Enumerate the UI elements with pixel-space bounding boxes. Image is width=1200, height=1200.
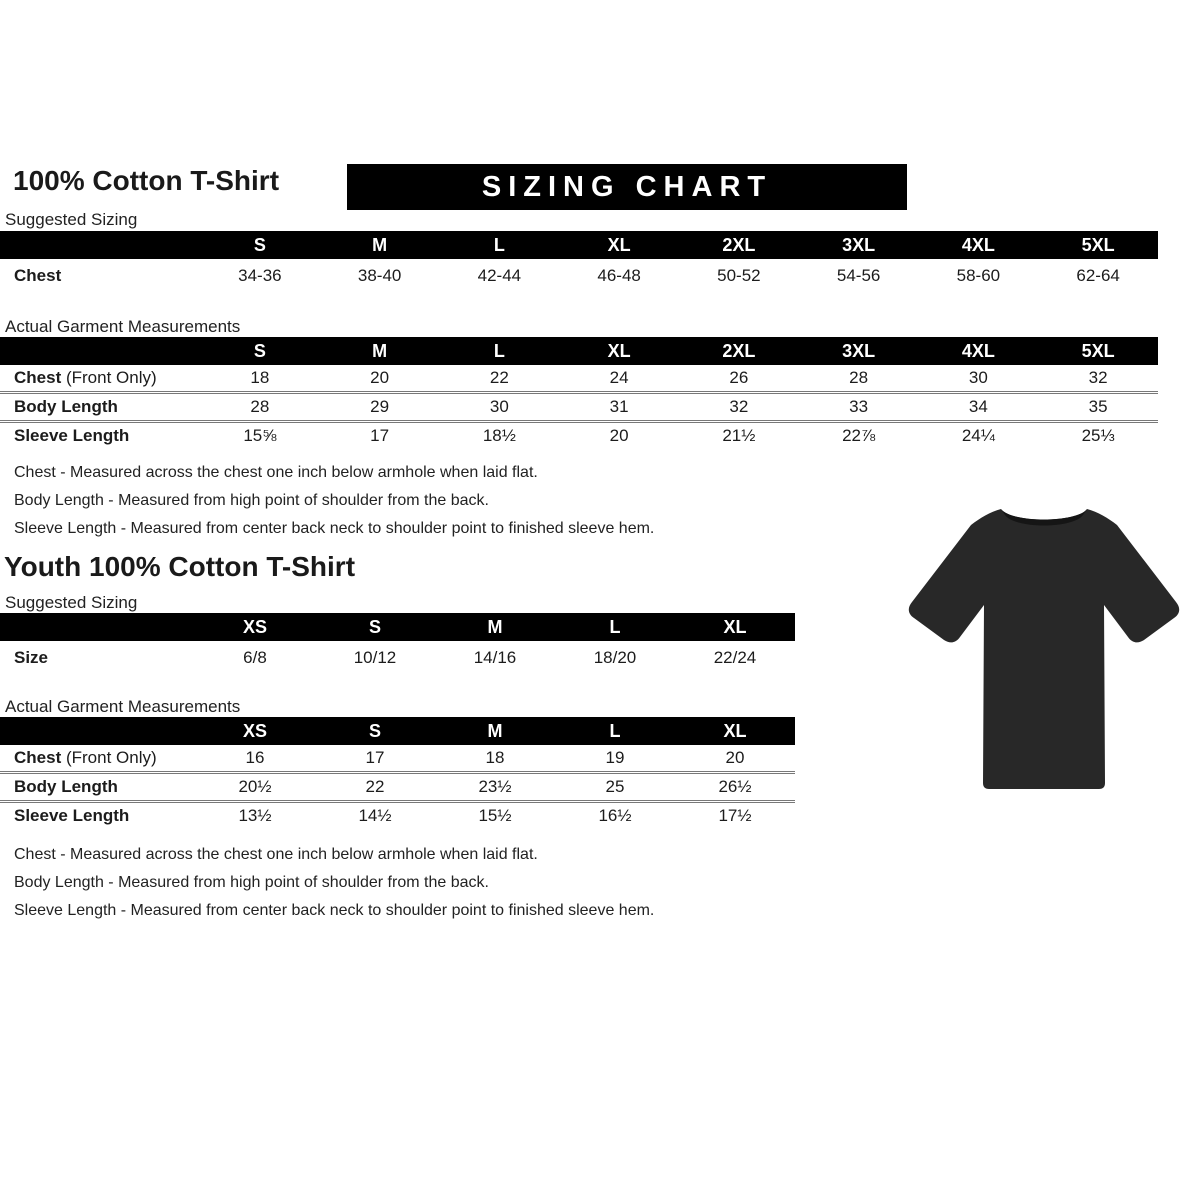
table-header-row [0,231,1158,259]
cell-value: 18/20 [593,648,637,667]
header-corner-cell [0,337,200,365]
youth-section-title: Youth 100% Cotton T-Shirt [4,551,356,582]
column-header: 3XL [842,235,876,255]
cell-value: 10/12 [353,648,397,667]
youth-garment-measurements-label: Actual Garment Measurements [5,697,241,716]
cell-value: 17 [365,748,385,767]
column-header: S [368,721,381,741]
cell-value: 15⅝ [243,426,277,445]
cell-value: 19 [605,748,625,767]
column-header: 5XL [1081,235,1115,255]
table-row [0,803,795,829]
cell-value: 25⅓ [1081,426,1115,445]
row-label: Sleeve Length [14,806,130,825]
cell-value: 28 [250,397,270,416]
tshirt-image [892,485,1194,810]
cell-value: 20 [609,426,629,445]
table-row [0,745,795,774]
cell-value: 46-48 [597,266,641,285]
cell-value: 23½ [478,777,512,796]
cell-value: 18 [485,748,505,767]
cell-value: 26½ [718,777,752,796]
cell-value: 25 [605,777,625,796]
column-header: XL [607,235,631,255]
note-chest: Chest - Measured across the chest one inch below armhole when laid flat. [14,464,538,481]
cell-value: 22⅞ [842,426,876,445]
row-label: Chest (Front Only) [14,748,157,767]
youth-measurement-notes [14,841,654,925]
note-body-length: Body Length - Measured from high point of shoulder from the back. [14,874,489,891]
cell-value: 14/16 [473,648,517,667]
cell-value: 35 [1088,397,1108,416]
cell-value: 14½ [358,806,392,825]
cell-value: 18½ [482,426,516,445]
adult-suggested-sizing-label: Suggested Sizing [5,210,138,229]
cell-value: 30 [489,397,509,416]
cell-value: 50-52 [717,266,761,285]
column-header: M [487,721,503,741]
tshirt-body-shape [909,509,1179,789]
cell-value: 13½ [238,806,272,825]
column-header: 3XL [842,341,876,361]
column-header: 2XL [722,235,756,255]
column-header: XS [242,617,267,637]
cell-value: 30 [968,368,988,387]
cell-value: 34-36 [238,266,282,285]
cell-value: 34 [968,397,988,416]
table-row [0,394,1158,423]
table-row [0,641,795,675]
row-label: Size [14,648,49,667]
cell-value: 15½ [478,806,512,825]
cell-value: 20 [370,368,390,387]
column-header: L [609,721,621,741]
column-header: L [609,617,621,637]
column-header: S [368,617,381,637]
cell-value: 31 [609,397,629,416]
cell-value: 20½ [238,777,272,796]
cell-value: 32 [729,397,749,416]
cell-value: 24¼ [961,426,995,445]
row-label: Sleeve Length [14,426,130,445]
note-sleeve-length: Sleeve Length - Measured from center back neck to shoulder point to finished sleeve hem. [14,520,655,537]
header-corner-cell [0,717,195,745]
header-corner-cell [0,231,200,259]
cell-value: 58-60 [956,266,1001,285]
cell-value: 38-40 [357,266,402,285]
cell-value: 22/24 [713,648,757,667]
column-header: L [493,235,505,255]
youth-suggested-sizing-table [0,613,795,675]
adult-measurement-notes [14,459,654,543]
column-header: 4XL [961,341,995,361]
cell-value: 17 [370,426,390,445]
cell-value: 17½ [718,806,752,825]
cell-value: 16½ [598,806,632,825]
cell-value: 33 [849,397,869,416]
cell-value: 26 [729,368,749,387]
column-header: M [372,341,388,361]
column-header: XL [723,721,747,741]
row-label: Body Length [14,397,118,416]
note-chest: Chest - Measured across the chest one inch below armhole when laid flat. [14,846,538,863]
table-header-row [0,613,795,641]
header-corner-cell [0,613,195,641]
cell-value: 22 [489,368,509,387]
youth-suggested-sizing-label: Suggested Sizing [5,593,138,612]
adult-section-title: 100% Cotton T-Shirt [13,165,280,196]
cell-value: 22 [365,777,385,796]
note-body-length: Body Length - Measured from high point of shoulder from the back. [14,492,489,509]
adult-suggested-sizing-table [0,231,1158,293]
cell-value: 28 [849,368,869,387]
table-row [0,365,1158,394]
cell-value: 24 [609,368,629,387]
cell-value: 18 [250,368,270,387]
table-row [0,259,1158,293]
column-header: 5XL [1081,341,1115,361]
cell-value: 21½ [722,426,756,445]
row-label: Chest (Front Only) [14,368,157,387]
row-label: Body Length [14,777,118,796]
adult-garment-measurements-label: Actual Garment Measurements [5,317,241,336]
column-header: L [493,341,505,361]
column-header: M [372,235,388,255]
cell-value: 6/8 [243,648,267,667]
column-header: 2XL [722,341,756,361]
cell-value: 20 [725,748,745,767]
cell-value: 16 [245,748,265,767]
column-header: S [253,341,266,361]
cell-value: 32 [1088,368,1108,387]
column-header: XS [242,721,267,741]
cell-value: 42-44 [477,266,522,285]
table-row [0,774,795,803]
table-row [0,423,1158,449]
table-header-row [0,717,795,745]
note-sleeve-length: Sleeve Length - Measured from center back neck to shoulder point to finished sleeve hem. [14,902,655,919]
column-header: XL [723,617,747,637]
column-header: M [487,617,503,637]
cell-value: 62-64 [1076,266,1120,285]
adult-garment-measurements-table [0,337,1158,449]
youth-garment-measurements-table [0,717,795,829]
sizing-chart-banner: SIZING CHART [349,166,905,208]
cell-value: 29 [370,397,390,416]
column-header: XL [607,341,631,361]
table-header-row [0,337,1158,365]
row-label: Chest [14,266,62,285]
column-header: S [253,235,266,255]
cell-value: 54-56 [836,266,881,285]
column-header: 4XL [961,235,995,255]
